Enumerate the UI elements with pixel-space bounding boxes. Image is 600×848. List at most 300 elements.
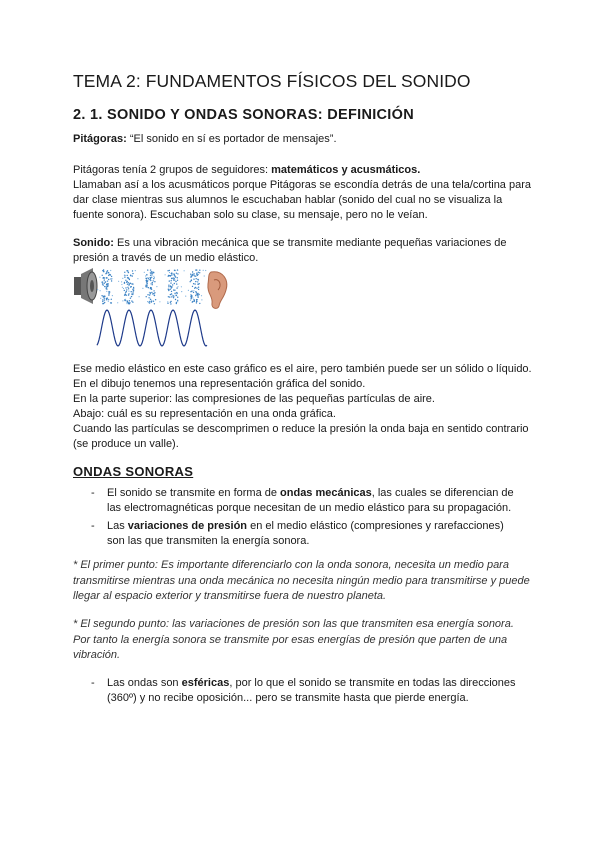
air-particle bbox=[149, 292, 150, 293]
air-particle bbox=[171, 294, 172, 295]
air-particle bbox=[171, 274, 172, 275]
air-particle bbox=[169, 280, 170, 281]
air-particle bbox=[196, 301, 197, 302]
air-particle bbox=[204, 275, 205, 276]
air-particle bbox=[193, 292, 194, 293]
air-particle bbox=[102, 301, 103, 302]
air-particle bbox=[168, 290, 169, 291]
air-particle bbox=[125, 280, 126, 281]
air-particle bbox=[127, 275, 128, 276]
air-particle bbox=[153, 293, 154, 294]
air-particle bbox=[129, 279, 130, 280]
air-particle bbox=[153, 276, 154, 277]
air-particle bbox=[132, 270, 133, 271]
list-item bbox=[91, 486, 519, 516]
air-particle bbox=[147, 277, 148, 278]
air-particle bbox=[170, 282, 171, 283]
air-particle bbox=[152, 271, 153, 272]
air-particle bbox=[151, 301, 152, 302]
air-particle bbox=[125, 299, 126, 300]
air-particle bbox=[169, 272, 170, 273]
air-particle bbox=[173, 296, 174, 297]
air-particle bbox=[125, 300, 126, 301]
air-particle bbox=[104, 298, 105, 299]
air-particle bbox=[100, 290, 101, 291]
compression-particles bbox=[97, 269, 206, 304]
air-particle bbox=[103, 300, 104, 301]
air-particle bbox=[152, 273, 153, 274]
air-particle bbox=[173, 289, 174, 290]
groups-paragraph bbox=[73, 163, 533, 223]
air-particle bbox=[153, 272, 154, 273]
air-particle bbox=[167, 301, 168, 302]
air-particle bbox=[126, 289, 127, 290]
air-particle bbox=[135, 270, 136, 271]
groups-line1-text: Pitágoras tenía 2 grupos de seguidores: bbox=[73, 164, 272, 176]
air-particle bbox=[122, 287, 123, 288]
air-particle bbox=[150, 299, 151, 300]
air-particle bbox=[149, 297, 150, 298]
air-particle bbox=[198, 294, 199, 295]
air-particle bbox=[168, 285, 169, 286]
air-particle bbox=[171, 291, 172, 292]
air-particle bbox=[108, 272, 109, 273]
air-particle bbox=[107, 283, 108, 284]
air-particle bbox=[145, 285, 146, 286]
air-particle bbox=[105, 282, 106, 283]
air-particle bbox=[132, 302, 133, 303]
air-particle bbox=[181, 291, 182, 292]
bullet-pre: El sonido se transmite en forma de bbox=[107, 487, 281, 499]
air-particle bbox=[106, 299, 107, 300]
air-particle bbox=[111, 280, 112, 281]
air-particle bbox=[104, 279, 105, 280]
air-particle bbox=[137, 278, 138, 279]
air-particle bbox=[148, 287, 149, 288]
air-particle bbox=[146, 283, 147, 284]
air-particle bbox=[148, 279, 149, 280]
air-particle bbox=[152, 282, 153, 283]
air-particle bbox=[150, 277, 151, 278]
air-particle bbox=[128, 303, 129, 304]
air-particle bbox=[151, 274, 152, 275]
air-particle bbox=[148, 302, 149, 303]
air-particle bbox=[168, 275, 169, 276]
air-particle bbox=[203, 270, 204, 271]
air-particle bbox=[172, 273, 173, 274]
air-particle bbox=[176, 287, 177, 288]
ondas-bullet-list bbox=[91, 486, 519, 552]
air-particle bbox=[121, 284, 122, 285]
groups-line1-bold: matemáticos y acusmáticos. bbox=[271, 164, 421, 176]
air-particle bbox=[109, 274, 110, 275]
air-particle bbox=[132, 275, 133, 276]
air-particle bbox=[125, 293, 126, 294]
air-particle bbox=[177, 269, 178, 270]
air-particle bbox=[193, 283, 194, 284]
air-particle bbox=[190, 296, 191, 297]
bullet-post: en el medio elástico (compresiones y rarefacciones) son las que transmiten la energía sonora. bbox=[107, 520, 504, 547]
bullet-bold: variaciones de presión bbox=[127, 520, 248, 532]
esfericas-bullet-list bbox=[91, 676, 519, 709]
air-particle bbox=[173, 297, 174, 298]
air-particle bbox=[145, 275, 146, 276]
bullet-post: , las cuales se diferencian de las electromagnéticas porque necesitan de un medio elástico para su propagación. bbox=[107, 487, 514, 514]
bullet-bold: ondas mecánicas bbox=[280, 487, 372, 499]
air-particle bbox=[199, 303, 200, 304]
air-particle bbox=[177, 280, 178, 281]
air-particle bbox=[153, 278, 154, 279]
note-first-point: * El primer punto: Es importante diferenciarlo con la onda sonora, necesita un medio para transmitirse mientras una onda mecánica no necesita ningún medio para transmitirse y puede llegar al espacio exterior y transmitirse fuera de nuestro planeta. bbox=[73, 559, 530, 602]
list-item bbox=[91, 676, 519, 706]
figure-caption-line: Ese medio elástico en este caso gráfico es el aire, pero también puede ser un sólido o líquido. En el dibujo tenemos una representación gráfica del sonido. bbox=[73, 363, 532, 390]
air-particle bbox=[131, 296, 132, 297]
bullet-post: , por lo que el sonido se transmite en todas las direcciones (360º) y no recibe oposición... pero se transmite hasta que pierde energía. bbox=[107, 677, 516, 704]
air-particle bbox=[124, 277, 125, 278]
air-particle bbox=[191, 276, 192, 277]
air-particle bbox=[107, 280, 108, 281]
air-particle bbox=[151, 277, 152, 278]
air-particle bbox=[130, 298, 131, 299]
air-particle bbox=[197, 273, 198, 274]
air-particle bbox=[126, 291, 127, 292]
air-particle bbox=[130, 275, 131, 276]
air-particle bbox=[147, 269, 148, 270]
air-particle bbox=[177, 286, 178, 287]
air-particle bbox=[108, 279, 109, 280]
air-particle bbox=[149, 294, 150, 295]
air-particle bbox=[103, 277, 104, 278]
air-particle bbox=[106, 277, 107, 278]
air-particle bbox=[127, 281, 128, 282]
air-particle bbox=[108, 294, 109, 295]
air-particle bbox=[107, 285, 108, 286]
air-particle bbox=[199, 272, 200, 273]
pitagoras-label: Pitágoras: bbox=[73, 133, 127, 145]
bullet-pre: Las bbox=[107, 520, 128, 532]
air-particle bbox=[165, 274, 166, 275]
air-particle bbox=[168, 286, 169, 287]
air-particle bbox=[190, 274, 191, 275]
bullet-dash: - bbox=[91, 677, 95, 689]
pitagoras-quote-text: “El sonido en sí es portador de mensajes”. bbox=[126, 133, 337, 145]
air-particle bbox=[124, 283, 125, 284]
air-particle bbox=[112, 278, 113, 279]
air-particle bbox=[184, 270, 185, 271]
ondas-sonoras-heading: ONDAS SONORAS bbox=[73, 464, 194, 479]
air-particle bbox=[190, 300, 191, 301]
air-particle bbox=[106, 288, 107, 289]
air-particle bbox=[99, 277, 100, 278]
air-particle bbox=[194, 275, 195, 276]
air-particle bbox=[108, 299, 109, 300]
air-particle bbox=[176, 302, 177, 303]
air-particle bbox=[129, 283, 130, 284]
air-particle bbox=[171, 296, 172, 297]
air-particle bbox=[127, 287, 128, 288]
air-particle bbox=[117, 302, 118, 303]
air-particle bbox=[181, 286, 182, 287]
air-particle bbox=[128, 284, 129, 285]
sound-wave-figure bbox=[73, 268, 245, 350]
air-particle bbox=[177, 297, 178, 298]
air-particle bbox=[169, 296, 170, 297]
air-particle bbox=[195, 291, 196, 292]
air-particle bbox=[110, 278, 111, 279]
air-particle bbox=[196, 293, 197, 294]
air-particle bbox=[118, 281, 119, 282]
bullet-dash: - bbox=[91, 487, 95, 499]
section-heading: 2. 1. SONIDO Y ONDAS SONORAS: DEFINICIÓN bbox=[73, 107, 414, 123]
air-particle bbox=[155, 299, 156, 300]
air-particle bbox=[110, 302, 111, 303]
figure-caption-line: En la parte superior: las compresiones de las pequeñas partículas de aire. bbox=[73, 393, 435, 405]
air-particle bbox=[174, 270, 175, 271]
air-particle bbox=[132, 273, 133, 274]
air-particle bbox=[197, 281, 198, 282]
air-particle bbox=[110, 270, 111, 271]
air-particle bbox=[154, 281, 155, 282]
air-particle bbox=[185, 296, 186, 297]
air-particle bbox=[171, 288, 172, 289]
note-second-point: * El segundo punto: las variaciones de presión son las que transmiten esa energía sonora. Por tanto la energía sonora se transmite por esas energías de presión que parten de una vibración. bbox=[73, 618, 514, 661]
air-particle bbox=[146, 281, 147, 282]
air-particle bbox=[146, 274, 147, 275]
air-particle bbox=[127, 277, 128, 278]
air-particle bbox=[194, 283, 195, 284]
air-particle bbox=[111, 276, 112, 277]
air-particle bbox=[177, 273, 178, 274]
air-particle bbox=[104, 295, 105, 296]
air-particle bbox=[198, 284, 199, 285]
air-particle bbox=[167, 270, 168, 271]
air-particle bbox=[170, 303, 171, 304]
air-particle bbox=[154, 277, 155, 278]
air-particle bbox=[128, 288, 129, 289]
air-particle bbox=[133, 287, 134, 288]
figure-caption-line: Cuando las partículas se descomprimen o reduce la presión la onda baja en sentido contrario (se produce un valle). bbox=[73, 423, 529, 450]
air-particle bbox=[102, 283, 103, 284]
air-particle bbox=[104, 277, 105, 278]
air-particle bbox=[188, 290, 189, 291]
air-particle bbox=[149, 303, 150, 304]
air-particle bbox=[105, 273, 106, 274]
air-particle bbox=[131, 283, 132, 284]
figure-explanation bbox=[73, 362, 533, 452]
air-particle bbox=[174, 283, 175, 284]
air-particle bbox=[112, 295, 113, 296]
air-particle bbox=[170, 301, 171, 302]
air-particle bbox=[144, 272, 145, 273]
air-particle bbox=[195, 295, 196, 296]
air-particle bbox=[175, 292, 176, 293]
air-particle bbox=[101, 295, 102, 296]
air-particle bbox=[159, 301, 160, 302]
air-particle bbox=[177, 277, 178, 278]
air-particle bbox=[104, 286, 105, 287]
air-particle bbox=[139, 296, 140, 297]
ear-icon bbox=[208, 272, 227, 309]
air-particle bbox=[197, 293, 198, 294]
air-particle bbox=[195, 269, 196, 270]
air-particle bbox=[147, 294, 148, 295]
air-particle bbox=[198, 279, 199, 280]
air-particle bbox=[195, 281, 196, 282]
list-item bbox=[91, 519, 519, 549]
air-particle bbox=[191, 279, 192, 280]
air-particle bbox=[196, 278, 197, 279]
pitagoras-quote bbox=[73, 132, 533, 147]
air-particle bbox=[196, 302, 197, 303]
air-particle bbox=[102, 281, 103, 282]
air-particle bbox=[172, 284, 173, 285]
air-particle bbox=[168, 296, 169, 297]
air-particle bbox=[205, 270, 206, 271]
air-particle bbox=[174, 274, 175, 275]
air-particle bbox=[192, 271, 193, 272]
air-particle bbox=[128, 282, 129, 283]
air-particle bbox=[195, 287, 196, 288]
air-particle bbox=[100, 298, 101, 299]
air-particle bbox=[171, 278, 172, 279]
air-particle bbox=[198, 289, 199, 290]
air-particle bbox=[150, 293, 151, 294]
air-particle bbox=[156, 286, 157, 287]
air-particle bbox=[151, 292, 152, 293]
air-particle bbox=[198, 272, 199, 273]
bullet-bold: esféricas bbox=[181, 677, 230, 689]
air-particle bbox=[196, 288, 197, 289]
air-particle bbox=[195, 276, 196, 277]
air-particle bbox=[102, 275, 103, 276]
air-particle bbox=[142, 288, 143, 289]
air-particle bbox=[106, 286, 107, 287]
air-particle bbox=[150, 273, 151, 274]
air-particle bbox=[121, 281, 122, 282]
air-particle bbox=[177, 300, 178, 301]
air-particle bbox=[124, 290, 125, 291]
sine-wave bbox=[97, 310, 207, 346]
air-particle bbox=[152, 284, 153, 285]
air-particle bbox=[129, 302, 130, 303]
air-particle bbox=[199, 270, 200, 271]
air-particle bbox=[104, 283, 105, 284]
air-particle bbox=[131, 291, 132, 292]
air-particle bbox=[132, 289, 133, 290]
air-particle bbox=[122, 278, 123, 279]
bullet-dash: - bbox=[91, 520, 95, 532]
air-particle bbox=[124, 275, 125, 276]
air-particle bbox=[194, 301, 195, 302]
air-particle bbox=[176, 273, 177, 274]
page-title: TEMA 2: FUNDAMENTOS FÍSICOS DEL SONIDO bbox=[73, 71, 471, 91]
air-particle bbox=[106, 283, 107, 284]
air-particle bbox=[97, 289, 98, 290]
air-particle bbox=[153, 290, 154, 291]
air-particle bbox=[106, 291, 107, 292]
air-particle bbox=[153, 300, 154, 301]
air-particle bbox=[146, 286, 147, 287]
air-particle bbox=[174, 278, 175, 279]
air-particle bbox=[197, 294, 198, 295]
air-particle bbox=[192, 275, 193, 276]
groups-body: Llamaban así a los acusmáticos porque Pitágoras se escondía detrás de una tela/cortina para dar clase mientras sus alumnos le escuchaban hablar (sonido del cual no se visualiza la fuente sonora). Escuchaban solo su clase, su mensaje, pero no le veían. bbox=[73, 179, 531, 221]
air-particle bbox=[176, 283, 177, 284]
air-particle bbox=[108, 301, 109, 302]
air-particle bbox=[146, 296, 147, 297]
air-particle bbox=[170, 289, 171, 290]
air-particle bbox=[175, 299, 176, 300]
air-particle bbox=[111, 299, 112, 300]
air-particle bbox=[192, 301, 193, 302]
air-particle bbox=[126, 300, 127, 301]
air-particle bbox=[171, 286, 172, 287]
air-particle bbox=[108, 293, 109, 294]
air-particle bbox=[176, 295, 177, 296]
air-particle bbox=[127, 284, 128, 285]
air-particle bbox=[193, 279, 194, 280]
air-particle bbox=[191, 290, 192, 291]
air-particle bbox=[151, 289, 152, 290]
air-particle bbox=[147, 301, 148, 302]
air-particle bbox=[193, 290, 194, 291]
air-particle bbox=[192, 286, 193, 287]
air-particle bbox=[198, 287, 199, 288]
air-particle bbox=[104, 302, 105, 303]
air-particle bbox=[169, 270, 170, 271]
air-particle bbox=[191, 297, 192, 298]
air-particle bbox=[149, 279, 150, 280]
air-particle bbox=[154, 295, 155, 296]
air-particle bbox=[109, 291, 110, 292]
air-particle bbox=[150, 283, 151, 284]
air-particle bbox=[150, 269, 151, 270]
sonido-definition-text: Es una vibración mecánica que se transmite mediante pequeñas variaciones de presión a través de un medio elástico. bbox=[73, 237, 507, 264]
air-particle bbox=[196, 299, 197, 300]
air-particle bbox=[201, 299, 202, 300]
air-particle bbox=[132, 292, 133, 293]
air-particle bbox=[125, 287, 126, 288]
air-particle bbox=[197, 297, 198, 298]
bullet-pre: Las ondas son bbox=[107, 677, 182, 689]
air-particle bbox=[175, 281, 176, 282]
air-particle bbox=[124, 272, 125, 273]
air-particle bbox=[127, 303, 128, 304]
air-particle bbox=[103, 296, 104, 297]
air-particle bbox=[107, 298, 108, 299]
air-particle bbox=[194, 273, 195, 274]
air-particle bbox=[173, 279, 174, 280]
speaker-icon bbox=[74, 268, 97, 304]
air-particle bbox=[102, 303, 103, 304]
air-particle bbox=[129, 300, 130, 301]
air-particle bbox=[201, 295, 202, 296]
air-particle bbox=[190, 281, 191, 282]
air-particle bbox=[127, 271, 128, 272]
air-particle bbox=[177, 301, 178, 302]
air-particle bbox=[171, 273, 172, 274]
air-particle bbox=[153, 280, 154, 281]
air-particle bbox=[128, 293, 129, 294]
air-particle bbox=[150, 288, 151, 289]
air-particle bbox=[122, 300, 123, 301]
air-particle bbox=[174, 290, 175, 291]
air-particle bbox=[171, 280, 172, 281]
air-particle bbox=[133, 290, 134, 291]
air-particle bbox=[103, 269, 104, 270]
air-particle bbox=[176, 292, 177, 293]
sonido-label: Sonido: bbox=[73, 237, 114, 249]
